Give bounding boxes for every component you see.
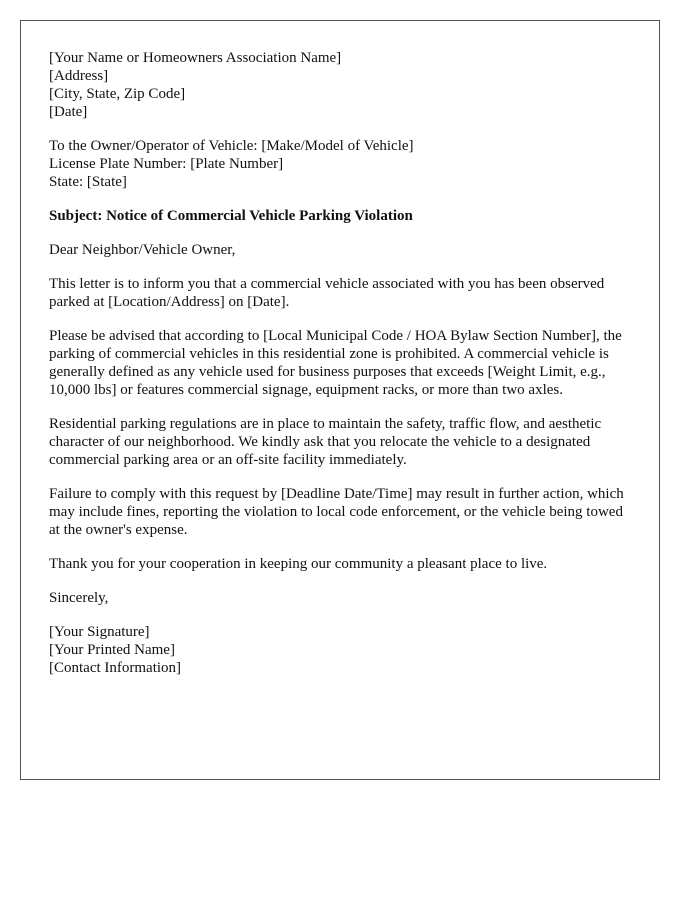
recipient-block (49, 137, 631, 191)
recipient-owner-line: To the Owner/Operator of Vehicle: [Make/Model of Vehicle] (49, 138, 414, 154)
body-paragraph-4: Failure to comply with this request by [Deadline Date/Time] may result in further action, which may include fines, reporting the violation to local code enforcement, or the vehicle being towed at the owner's expense. (49, 486, 624, 538)
signature-block (49, 623, 631, 677)
sender-address: [Address] (49, 68, 109, 84)
signature-line: [Your Signature] (49, 624, 150, 640)
recipient-state-line: State: [State] (49, 174, 127, 190)
recipient-plate-line: License Plate Number: [Plate Number] (49, 156, 284, 172)
letter-page (20, 20, 660, 780)
letter-salutation: Dear Neighbor/Vehicle Owner, (49, 242, 236, 258)
printed-name-line: [Your Printed Name] (49, 642, 175, 658)
contact-info-line: [Contact Information] (49, 660, 182, 676)
letter-closing: Sincerely, (49, 590, 109, 606)
letter-date: [Date] (49, 104, 88, 120)
sender-city-state-zip: [City, State, Zip Code] (49, 86, 186, 102)
sender-block (49, 49, 631, 121)
body-paragraph-1: This letter is to inform you that a commercial vehicle associated with you has been observed parked at [Location/Address] on [Date]. (49, 276, 605, 310)
body-paragraph-3: Residential parking regulations are in place to maintain the safety, traffic flow, and aesthetic character of our neighborhood. We kindly ask that you relocate the vehicle to a designated commercial parking area or an off-site facility immediately. (49, 416, 602, 468)
body-paragraph-2: Please be advised that according to [Local Municipal Code / HOA Bylaw Section Number], the parking of commercial vehicles in this residential zone is prohibited. A commercial vehicle is generally defined as any vehicle used for business purposes that exceeds [Weight Limit, e.g., 10,000 lbs] or features commercial signage, equipment racks, or more than two axles. (49, 328, 622, 398)
letter-subject: Subject: Notice of Commercial Vehicle Parking Violation (49, 208, 413, 224)
body-paragraph-5: Thank you for your cooperation in keeping our community a pleasant place to live. (49, 556, 548, 572)
sender-name: [Your Name or Homeowners Association Name] (49, 50, 342, 66)
